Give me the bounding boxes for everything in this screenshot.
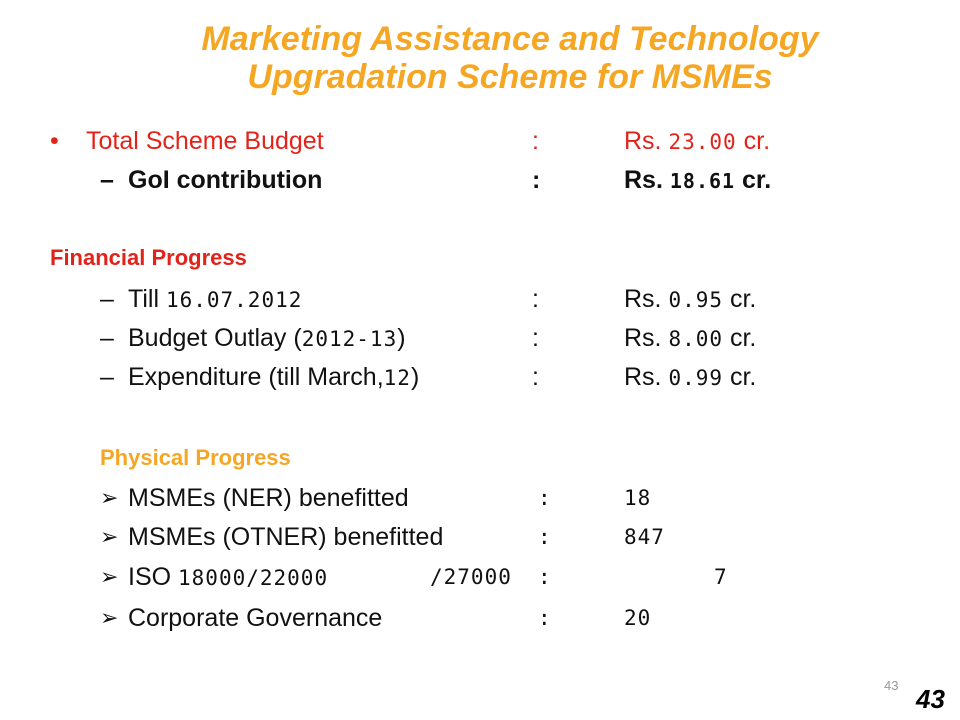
goi-contribution-colon: : [532, 166, 541, 194]
governance-label: Corporate Governance [128, 604, 383, 632]
goi-contribution-unit: cr. [742, 166, 772, 194]
iso-standards-b: /27000 [430, 565, 512, 589]
governance-colon: : [538, 606, 552, 630]
ner-label: MSMEs (NER) benefitted [128, 484, 409, 512]
iso-colon: : [538, 565, 552, 589]
till-unit: cr. [729, 285, 757, 313]
budget-outlay-colon: : [532, 324, 539, 352]
title-line-2: Upgradation Scheme for MSMEs [247, 58, 773, 96]
expenditure-year: 12 [383, 366, 411, 390]
expenditure-text: Expenditure (till March, [128, 363, 384, 391]
page-number-small: 43 [884, 678, 899, 693]
governance-value: 20 [624, 606, 652, 630]
otner-value: 847 [624, 525, 665, 549]
budget-outlay-unit: cr. [729, 324, 757, 352]
total-budget-number: 23.00 [668, 130, 737, 154]
iso-label [128, 562, 328, 593]
otner-colon: : [538, 525, 552, 549]
goi-contribution-label: GoI contribution [128, 166, 323, 194]
dash-icon: – [100, 363, 114, 391]
total-budget-colon: : [532, 127, 539, 155]
expenditure-colon: : [532, 363, 539, 391]
goi-contribution-number: 18.61 [669, 169, 736, 193]
till-date: 16.07.2012 [165, 288, 303, 312]
budget-outlay-close: ) [397, 324, 406, 352]
total-budget-label: Total Scheme Budget [86, 127, 324, 155]
page-number-large: 43 [916, 684, 945, 714]
total-budget-prefix: Rs. [624, 127, 662, 155]
arrow-bullet-icon: ➢ [100, 605, 119, 630]
dash-icon: – [100, 285, 114, 313]
total-budget-value [624, 126, 770, 157]
goi-contribution-value [624, 165, 771, 196]
budget-outlay-text: Budget Outlay ( [128, 324, 302, 352]
iso-label-text: ISO [128, 563, 179, 591]
dash-icon: – [100, 166, 114, 194]
financial-progress-heading: Financial Progress [50, 245, 247, 270]
till-number: 0.95 [668, 288, 724, 312]
till-colon: : [532, 285, 539, 313]
budget-outlay-label [128, 323, 406, 354]
arrow-bullet-icon: ➢ [100, 564, 119, 589]
expenditure-number: 0.99 [668, 366, 724, 390]
till-label [128, 284, 302, 315]
expenditure-label [128, 362, 419, 393]
expenditure-value [624, 362, 756, 393]
dash-icon: – [100, 324, 114, 352]
title-line-1: Marketing Assistance and Technology [201, 20, 819, 58]
till-value [624, 284, 756, 315]
slide-title [0, 20, 960, 96]
budget-outlay-number: 8.00 [668, 327, 724, 351]
expenditure-unit: cr. [729, 363, 757, 391]
till-prefix: Rs. [624, 285, 669, 313]
budget-outlay-year: 2012-13 [301, 327, 398, 351]
ner-colon: : [538, 486, 552, 510]
ner-value: 18 [624, 486, 652, 510]
physical-progress-heading: Physical Progress [100, 445, 291, 470]
bullet-icon: • [50, 127, 59, 155]
till-label-text: Till [128, 285, 166, 313]
expenditure-close: ) [410, 363, 420, 391]
arrow-bullet-icon: ➢ [100, 524, 119, 549]
iso-value: 7 [714, 565, 728, 589]
goi-contribution-prefix: Rs. [624, 166, 663, 194]
iso-standards-a: 18000/22000 [178, 566, 329, 590]
budget-outlay-prefix: Rs. [624, 324, 662, 352]
expenditure-prefix: Rs. [624, 363, 662, 391]
budget-outlay-value [624, 323, 756, 354]
total-budget-unit: cr. [743, 127, 771, 155]
otner-label: MSMEs (OTNER) benefitted [128, 523, 444, 551]
arrow-bullet-icon: ➢ [100, 485, 119, 510]
